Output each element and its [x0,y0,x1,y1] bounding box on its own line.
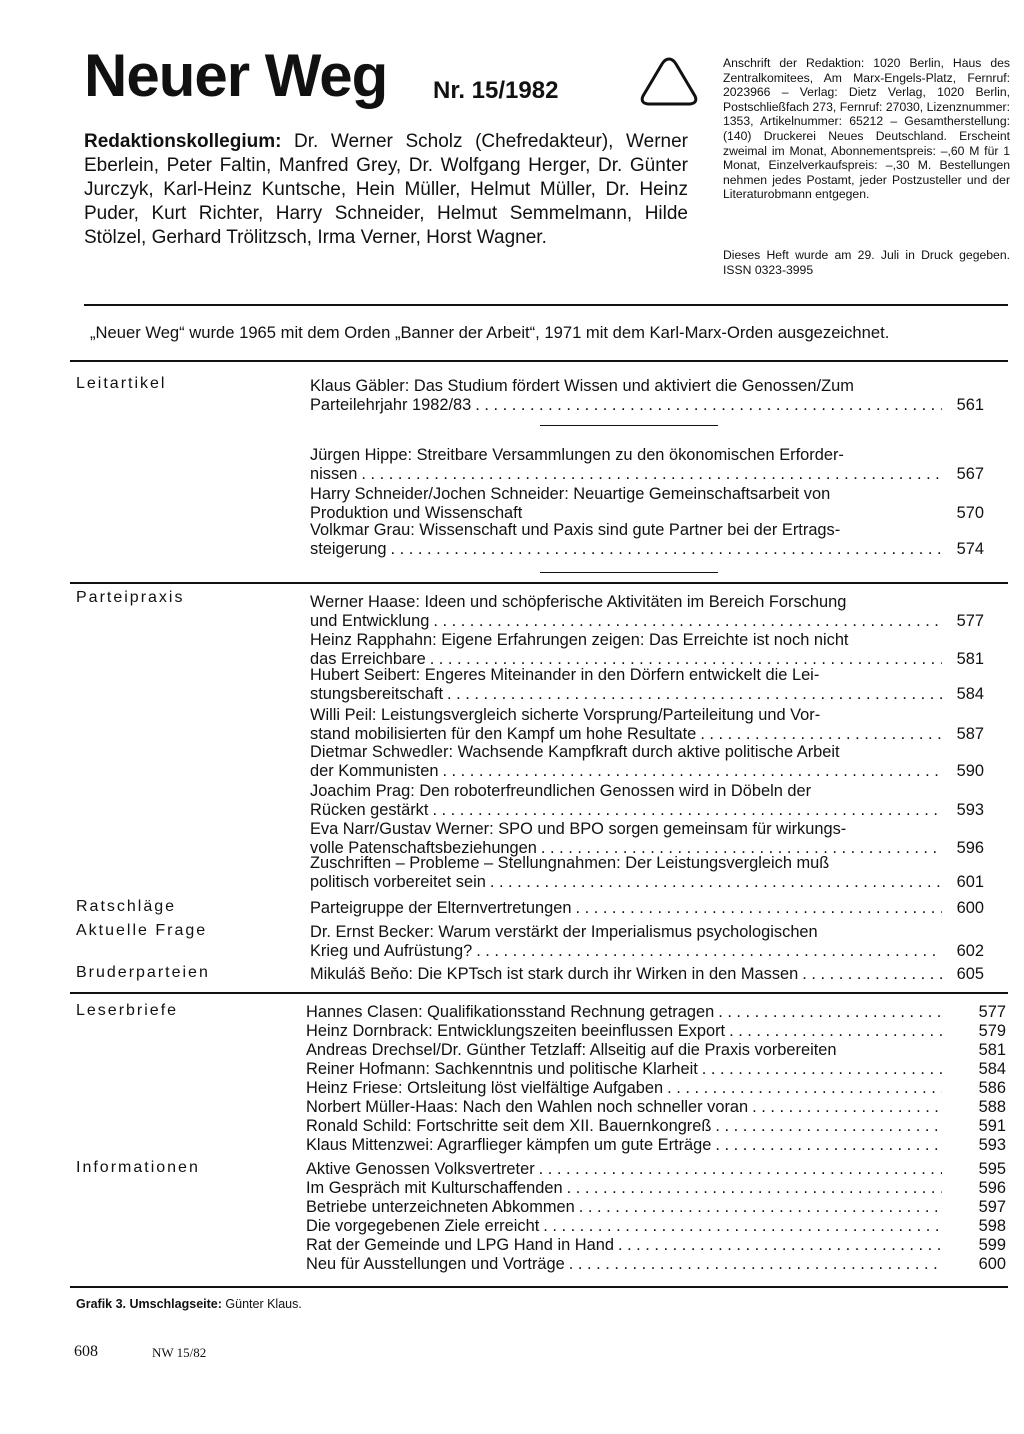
page-number: 584 [956,685,984,703]
page-number: 596 [978,1179,1006,1197]
short-separator [540,425,718,426]
section-leserbriefe: Leserbriefe [76,1002,179,1019]
magazine-title: Neuer Weg [84,42,388,109]
list-item: Im Gespräch mit Kulturschaffenden . . . [306,1179,942,1198]
list-item: Norbert Müller-Haas: Nach den Wahlen noch schneller voran . . . [306,1098,942,1117]
list-item: Betriebe unterzeichneten Abkommen . . . [306,1198,942,1217]
header-rule [84,304,1008,306]
page-number: 570 [956,504,984,522]
short-separator [540,572,718,573]
toc-entry: Zuschriften – Probleme – Stellungnahmen: Der Leistungsvergleich muß politisch vorbereitet sein . . . 601 [310,854,996,892]
page-number: 591 [978,1117,1006,1135]
info-pages [956,1160,1006,1274]
page-number: 561 [956,396,984,414]
toc-entry: Heinz Rapphahn: Eigene Erfahrungen zeigen: Das Erreichte ist noch nicht das Erreichbare . . . 581 [310,631,996,669]
list-item: Heinz Dornbrack: Entwicklungszeiten beeinflussen Export . . . [306,1022,942,1041]
page-number: 587 [956,725,984,743]
list-item: Reiner Hofmann: Sachkenntnis und politische Klarheit . . . [306,1060,942,1079]
page-number: 598 [978,1217,1006,1235]
toc-entry: Jürgen Hippe: Streitbare Versammlungen zu den ökonomischen Erforder- nissen . . . 567 [310,446,996,484]
toc-entry: Parteigruppe der Elternvertretungen . . . 600 [310,899,996,918]
page-number: 588 [978,1098,1006,1116]
page-number: 595 [978,1160,1006,1178]
list-item: Neu für Ausstellungen und Vorträge . . . [306,1255,942,1274]
page-number: 586 [978,1079,1006,1097]
toc-entry: Werner Haase: Ideen und schöpferische Aktivitäten im Bereich Forschung und Entwicklung . . . 577 [310,593,996,631]
award-note: „Neuer Weg“ wurde 1965 mit dem Orden „Banner der Arbeit“, 1971 mit dem Karl-Marx-Orden ausgezeichnet. [90,323,890,342]
toc-entry: Klaus Gäbler: Das Studium fördert Wissen und aktiviert die Genossen/Zum Parteilehrjahr 1982/83 . . . 561 [310,377,996,415]
page-number: 600 [978,1255,1006,1273]
page-number: 597 [978,1198,1006,1216]
toc-entry: Joachim Prag: Den roboterfreundlichen Genossen wird in Döbeln der Rücken gestärkt . . . 593 [310,782,996,820]
issue-number: Nr. 15/1982 [433,77,559,104]
editorial-board-members: Dr. Werner Scholz (Chefredakteur), Werner Eberlein, Peter Faltin, Manfred Grey, Dr. Wolfgang Herger, Dr. Günter Jurczyk, Karl-Heinz Kuntsche, Hein Müller, Helmut Müller, Dr. Heinz Puder, Kurt Richter, Harry Schneider, Helmut Semmelmann, Hilde Stölzel, Gerhard Trölitzsch, Irma Verner, Horst Wagner. [84,131,688,248]
list-item: Klaus Mittenzwei: Agrarflieger kämpfen um gute Erträge . . . [306,1136,942,1155]
section-leitartikel: Leitartikel [76,375,167,392]
list-item: Ronald Schild: Fortschritte seit dem XII. Bauernkongreß . . . [306,1117,942,1136]
toc-entry: Harry Schneider/Jochen Schneider: Neuartige Gemeinschaftsarbeit von Produktion und Wissenschaft 570 [310,485,984,522]
page-number: 581 [978,1041,1006,1059]
section-rule [70,992,1008,994]
triangle-logo-icon [638,56,700,108]
section-informationen: Informationen [76,1159,200,1176]
page-number: 593 [978,1136,1006,1154]
graphic-credit: Grafik 3. Umschlagseite: Günter Klaus. [76,1297,302,1311]
page-number: 577 [978,1003,1006,1021]
page-number: 601 [956,873,984,891]
page-number: 593 [956,801,984,819]
list-item: Andreas Drechsel/Dr. Günther Tetzlaff: Allseitig auf die Praxis vorbereiten [306,1041,837,1059]
list-item: Aktive Genossen Volksvertreter . . . [306,1160,942,1179]
section-parteipraxis: Parteipraxis [76,589,185,606]
list-item: Rat der Gemeinde und LPG Hand in Hand . . . [306,1236,942,1255]
page-number: 574 [956,540,984,558]
toc-entry: Mikuláš Beňo: Die KPTsch ist stark durch ihr Wirken in den Massen . . . 605 [310,965,996,984]
section-ratschlaege: Ratschläge [76,898,177,915]
section-rule [70,1286,1008,1288]
page-number: 577 [956,612,984,630]
page-number: 600 [956,899,984,917]
page-number: 599 [978,1236,1006,1254]
page-folio: 608 [74,1343,98,1360]
section-rule [70,582,1008,584]
section-aktuelle-frage: Aktuelle Frage [76,922,208,939]
page-number: 579 [978,1022,1006,1040]
toc-entry: Eva Narr/Gustav Werner: SPO und BPO sorgen gemeinsam für wirkungs- volle Patenschaftsbeziehungen . . . 596 [310,820,996,858]
page-number: 567 [956,465,984,483]
page-number: 605 [956,965,984,983]
page-number: 596 [956,839,984,857]
award-rule [70,360,1008,362]
list-item: Heinz Friese: Ortsleitung löst vielfältige Aufgaben . . . [306,1079,942,1098]
letters-pages [956,1003,1006,1155]
page-number: 590 [956,762,984,780]
toc-entry: Dietmar Schwedler: Wachsende Kampfkraft durch aktive politische Arbeit der Kommunisten . . . 590 [310,743,996,781]
toc-entry: Dr. Ernst Becker: Warum verstärkt der Imperialismus psychologischen Krieg und Aufrüstung? . . . 602 [310,923,996,961]
list-item: Hannes Clasen: Qualifikationsstand Rechnung getragen . . . [306,1003,942,1022]
toc-entry: Hubert Seibert: Engeres Miteinander in den Dörfern entwickelt die Lei- stungsbereitschaft . . . 584 [310,666,996,704]
toc-entry: Willi Peil: Leistungsvergleich sicherte Vorsprung/Parteileitung und Vor- stand mobilisierten für den Kampf um hohe Resultate . . . 587 [310,706,996,744]
section-bruderparteien: Bruderparteien [76,964,210,981]
page-number: 584 [978,1060,1006,1078]
letters-list [306,1003,996,1155]
publisher-address: Anschrift der Redaktion: 1020 Berlin, Haus des Zentralkomitees, Am Marx-Engels-Platz, Fernruf: 2023966 – Verlag: Dietz Verlag, 1020 Berlin, Postschließfach 273, Fernruf: 27030, Lizenznummer: 1353, Artikelnummer: 65212 – Gesamtherstellung: (140) Druckerei Neues Deutschland. Erscheint zweimal im Monat, Abonnementspreis: –,60 M für 1 Monat, Einzelverkaufspreis: –,30 M. Bestellungen nehmen jedes Postamt, jeder Postzusteller und der Literaturobmann entgegen. [723,56,1010,202]
info-list [306,1160,996,1274]
editorial-board-label: Redaktionskollegium: [84,131,282,152]
list-item: Die vorgegebenen Ziele erreicht . . . [306,1217,942,1236]
page-number: 602 [956,942,984,960]
print-note: Dieses Heft wurde am 29. Juli in Druck gegeben. ISSN 0323-3995 [723,248,1010,277]
issue-folio: NW 15/82 [152,1345,207,1360]
editorial-board [84,130,688,250]
toc-entry: Volkmar Grau: Wissenschaft und Paxis sind gute Partner bei der Ertrags- steigerung . . . 574 [310,521,996,559]
page-number: 581 [956,650,984,668]
